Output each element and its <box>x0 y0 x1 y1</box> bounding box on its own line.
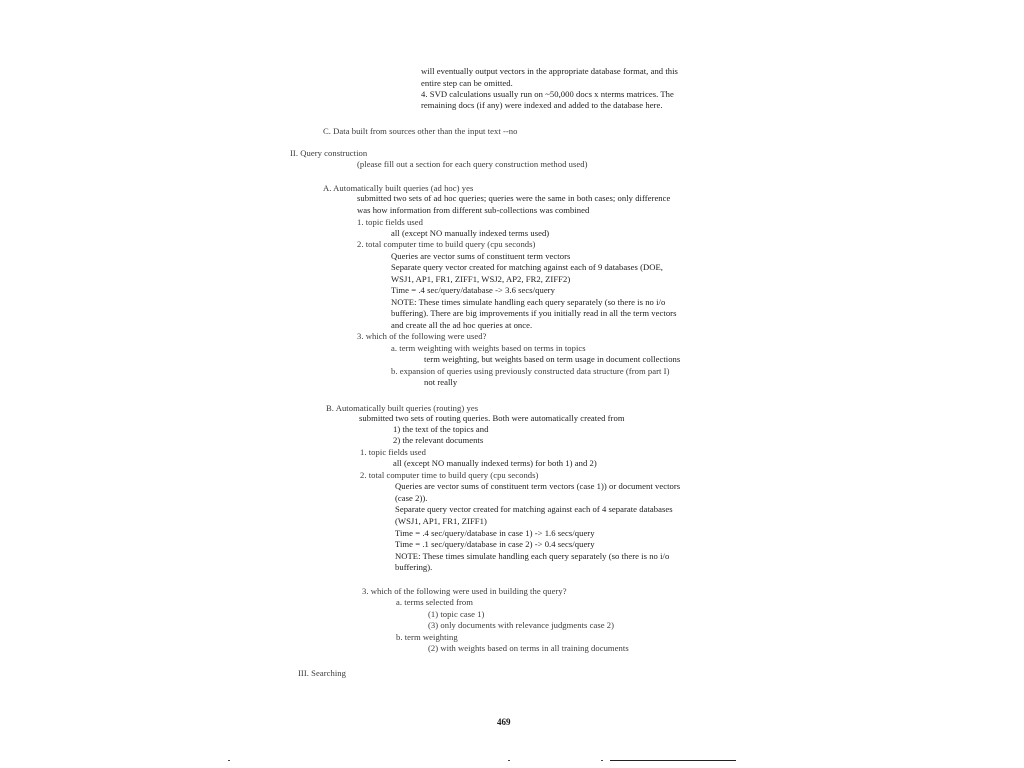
list-item: a. terms selected from <box>396 597 473 607</box>
text-line: (WSJ1, AP1, FR1, ZIFF1) <box>395 516 487 526</box>
text-line: not really <box>424 377 458 387</box>
text-line: Time = .4 sec/query/database in case 1) -> 1.6 secs/query <box>395 528 595 538</box>
text-line: term weighting, but weights based on term usage in document collections <box>424 354 681 364</box>
text-line: 1) the text of the topics and <box>393 424 489 434</box>
text-line: all (except NO manually indexed terms used) <box>391 228 550 238</box>
text-line: WSJ1, AP1, FR1, ZIFF1, WSJ2, AP2, FR2, ZIFF2) <box>391 274 571 284</box>
text-line: submitted two sets of ad hoc queries; queries were the same in both cases; only difference <box>357 193 671 203</box>
list-item: b. expansion of queries using previously constructed data structure (from part I) <box>391 366 670 376</box>
section-heading: C. Data built from sources other than the input text --no <box>323 126 518 136</box>
text-line: will eventually output vectors in the appropriate database format, and this <box>421 66 678 76</box>
list-item: (1) topic case 1) <box>428 609 485 619</box>
text-line: NOTE: These times simulate handling each query separately (so there is no i/o <box>391 297 666 307</box>
list-item: 2. total computer time to build query (cpu seconds) <box>357 239 536 249</box>
text-line: 4. SVD calculations usually run on ~50,000 docs x nterms matrices. The <box>421 89 674 99</box>
text-line: buffering). There are big improvements if you initially read in all the term vectors <box>391 308 677 318</box>
text-line: and create all the ad hoc queries at once. <box>391 320 533 330</box>
list-item: (2) with weights based on terms in all training documents <box>428 643 629 653</box>
text-line: NOTE: These times simulate handling each query separately (so there is no i/o <box>395 551 670 561</box>
list-item: 1. topic fields used <box>360 447 426 457</box>
footer-rule <box>610 760 736 761</box>
list-item: 3. which of the following were used? <box>357 331 487 341</box>
page-number: 469 <box>497 717 511 727</box>
section-heading: A. Automatically built queries (ad hoc) yes <box>323 183 474 193</box>
text-line: Queries are vector sums of constituent term vectors <box>391 251 571 261</box>
list-item: (3) only documents with relevance judgments case 2) <box>428 620 615 630</box>
list-item: a. term weighting with weights based on terms in topics <box>391 343 586 353</box>
text-line: remaining docs (if any) were indexed and added to the database here. <box>421 100 663 110</box>
text-line: all (except NO manually indexed terms) for both 1) and 2) <box>393 458 597 468</box>
text-line: was how information from different sub-collections was combined <box>357 205 590 215</box>
text-line: 2) the relevant documents <box>393 435 484 445</box>
list-item: 1. topic fields used <box>357 217 423 227</box>
section-heading: III. Searching <box>298 668 346 678</box>
text-line: Separate query vector created for matching against each of 4 separate databases <box>395 504 673 514</box>
text-line: Queries are vector sums of constituent term vectors (case 1)) or document vectors <box>395 481 681 491</box>
list-item: b. term weighting <box>396 632 458 642</box>
section-heading: II. Query construction <box>290 148 368 158</box>
list-item: 3. which of the following were used in building the query? <box>362 586 567 596</box>
text-line: (case 2)). <box>395 493 428 503</box>
list-item: 2. total computer time to build query (cpu seconds) <box>360 470 539 480</box>
text-line: Separate query vector created for matching against each of 9 databases (DOE, <box>391 262 663 272</box>
text-line: Time = .4 sec/query/database -> 3.6 secs/query <box>391 285 555 295</box>
section-heading: B. Automatically built queries (routing) yes <box>326 403 479 413</box>
text-line: Time = .1 sec/query/database in case 2) -> 0.4 secs/query <box>395 539 595 549</box>
text-line: (please fill out a section for each query construction method used) <box>357 159 588 169</box>
text-line: buffering). <box>395 562 433 572</box>
text-line: submitted two sets of routing queries. Both were automatically created from <box>359 413 625 423</box>
text-line: entire step can be omitted. <box>421 78 513 88</box>
